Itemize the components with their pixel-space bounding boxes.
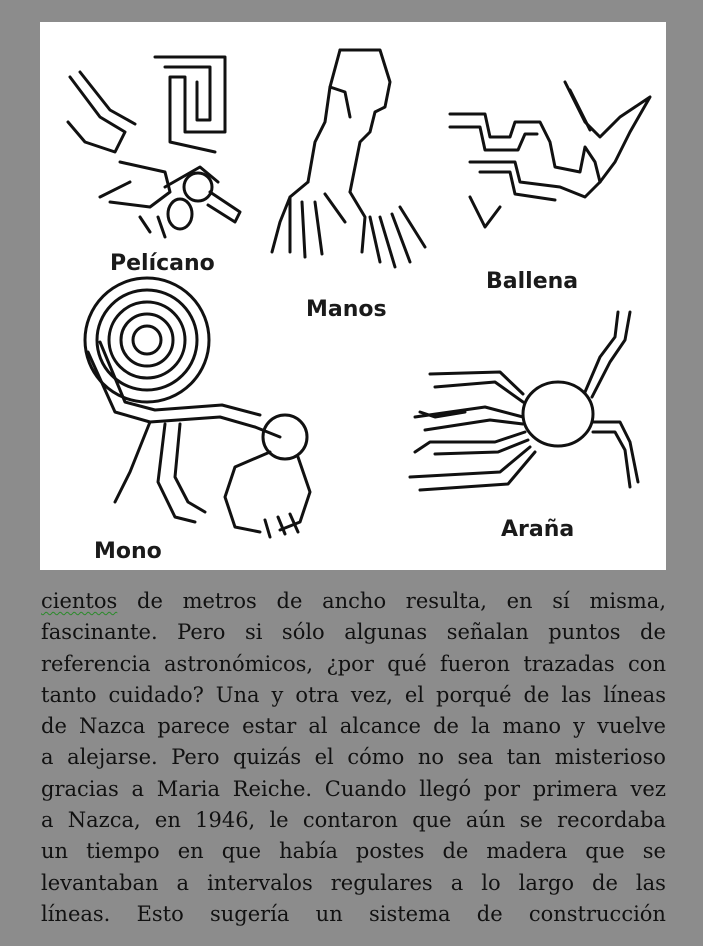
word: vez,: [350, 682, 393, 707]
body-line: [41, 617, 666, 648]
word: y: [573, 714, 586, 739]
word: otra: [295, 682, 339, 707]
word: levantaban: [41, 870, 159, 895]
body-line: [41, 899, 666, 930]
word: tiempo: [86, 839, 160, 864]
word: vuelve: [597, 714, 666, 739]
body-line: [41, 868, 666, 899]
word: contaron: [302, 808, 398, 833]
word: mano: [502, 714, 562, 739]
whale-figure: [450, 82, 650, 227]
word: las: [561, 682, 592, 707]
word: tanto: [41, 682, 97, 707]
word: de: [137, 589, 163, 613]
body-line-5-text: [41, 711, 666, 742]
word: que: [221, 839, 262, 864]
word: con: [628, 651, 666, 676]
word: el: [314, 745, 334, 770]
word: alcance: [339, 714, 421, 739]
word: un: [315, 901, 343, 926]
word: recordaba: [557, 808, 666, 833]
caption-pelicano: Pelícano: [110, 251, 215, 276]
word: las: [635, 870, 666, 895]
word: llegó: [419, 776, 472, 801]
caption-ballena: Ballena: [486, 269, 579, 294]
word: había: [279, 839, 338, 864]
word: líneas.: [41, 901, 111, 926]
body-line: [41, 711, 666, 742]
body-line-11-text: [41, 899, 666, 930]
word: regulares: [330, 870, 433, 895]
word: a: [450, 870, 464, 895]
word: fascinante.: [41, 620, 158, 645]
word: de: [592, 870, 618, 895]
word: Reiche.: [232, 776, 313, 801]
word: intervalos: [207, 870, 313, 895]
spider-figure: [410, 312, 638, 490]
word: que: [412, 808, 452, 833]
word: referencia: [41, 651, 151, 676]
word: de: [276, 589, 303, 613]
word: porqué: [436, 682, 512, 707]
nazca-lines-figure: [40, 22, 666, 570]
word: en: [154, 808, 181, 833]
body-line: [41, 680, 666, 711]
word: a: [41, 808, 54, 833]
word: madera: [486, 839, 568, 864]
word: quizás: [233, 745, 302, 770]
word: de: [523, 682, 550, 707]
word: se: [642, 839, 666, 864]
word: aún: [465, 808, 506, 833]
word: sea: [457, 745, 494, 770]
word: Una: [215, 682, 260, 707]
word: a: [131, 776, 145, 801]
word: sugería: [210, 901, 290, 926]
word: un: [41, 839, 69, 864]
hands-figure: [272, 50, 425, 267]
word: Pero: [177, 620, 226, 645]
body-line-8-text: [41, 805, 666, 836]
word: sólo: [281, 620, 325, 645]
body-line-10-text: [41, 868, 666, 899]
word: largo: [518, 870, 574, 895]
word: Cuando: [324, 776, 407, 801]
word: cómo: [347, 745, 405, 770]
word: el: [404, 682, 425, 707]
body-line-1-text: [41, 586, 666, 617]
word: sistema: [368, 901, 451, 926]
word: de: [442, 839, 469, 864]
word: astronómicos,: [164, 651, 314, 676]
word: si: [244, 620, 263, 645]
body-line-9-text: [41, 836, 666, 867]
word: alejarse.: [67, 745, 158, 770]
word: vez: [630, 776, 666, 801]
body-line-4-text: [41, 680, 666, 711]
word: lo: [481, 870, 501, 895]
word: postes: [355, 839, 425, 864]
word: de: [433, 714, 459, 739]
word: metros: [182, 589, 257, 613]
nazca-figures-drawing: [40, 22, 666, 570]
word: cuidado?: [108, 682, 204, 707]
word: por: [483, 776, 521, 801]
word: misterioso: [554, 745, 666, 770]
caption-manos: Manos: [306, 297, 387, 322]
word: le: [269, 808, 289, 833]
body-text: [41, 586, 666, 930]
word: tan: [506, 745, 542, 770]
caption-mono: Mono: [94, 539, 162, 564]
word: señalan: [446, 620, 529, 645]
word: misma,: [589, 589, 666, 613]
body-line: [41, 805, 666, 836]
word: parece: [157, 714, 230, 739]
word: puntos: [548, 620, 621, 645]
word: qué: [387, 651, 427, 676]
word: Nazca,: [67, 808, 141, 833]
word: ancho: [322, 589, 387, 613]
word: construcción: [528, 901, 666, 926]
body-line-7-text: [41, 774, 666, 805]
word: no: [417, 745, 444, 770]
word: fueron: [440, 651, 510, 676]
body-line: [41, 742, 666, 773]
word: algunas: [344, 620, 428, 645]
word: líneas: [603, 682, 666, 707]
monkey-figure: [85, 278, 310, 537]
body-line: [41, 649, 666, 680]
word: a: [176, 870, 190, 895]
word: al: [308, 714, 328, 739]
word: estar: [242, 714, 297, 739]
word: ¿por: [326, 651, 374, 676]
word: y: [271, 682, 284, 707]
word: resulta,: [405, 589, 487, 613]
word: Nazca: [78, 714, 146, 739]
word: Pero: [171, 745, 220, 770]
word: Esto: [136, 901, 184, 926]
body-line: [41, 586, 666, 617]
body-line-6-text: [41, 742, 666, 773]
body-line-2-text: [41, 617, 666, 648]
word: cientos: [41, 589, 118, 613]
word: primera: [532, 776, 618, 801]
word: en: [177, 839, 204, 864]
word: sí: [552, 589, 570, 613]
word: de: [476, 901, 503, 926]
word: Maria: [156, 776, 221, 801]
word: en: [506, 589, 533, 613]
caption-arana: Araña: [501, 517, 575, 542]
pelican-figure: [68, 57, 240, 237]
word: se: [519, 808, 543, 833]
body-line: [41, 774, 666, 805]
word: de: [41, 714, 67, 739]
word: 1946,: [195, 808, 256, 833]
word: a: [41, 745, 54, 770]
word: gracias: [41, 776, 119, 801]
body-line: [41, 836, 666, 867]
word: de: [640, 620, 666, 645]
word: que: [585, 839, 625, 864]
word: trazadas: [523, 651, 615, 676]
word: la: [471, 714, 491, 739]
body-line-3-text: [41, 649, 666, 680]
